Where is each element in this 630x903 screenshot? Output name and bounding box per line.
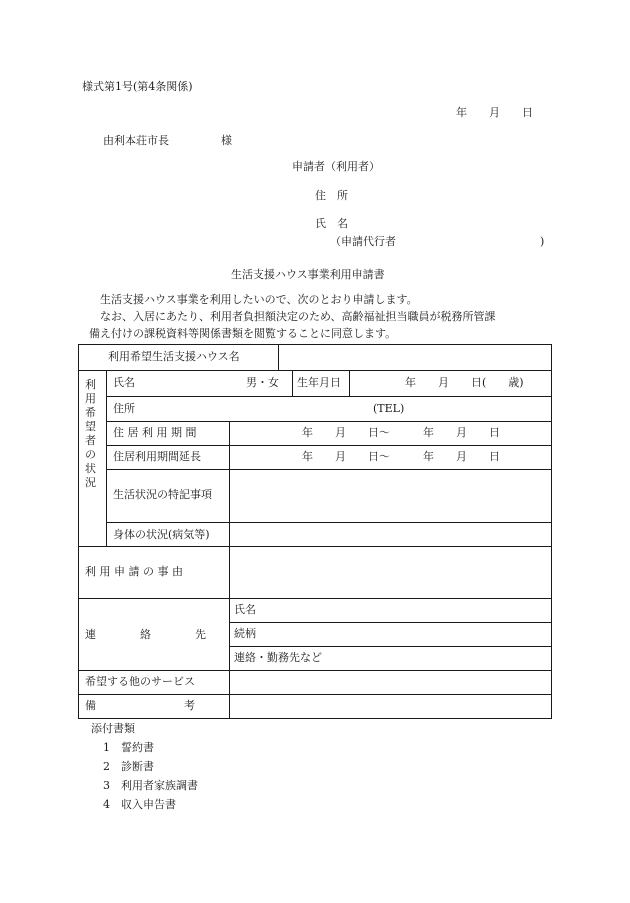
birthdate-label: 生年月日 <box>297 376 341 389</box>
attachment-item: 1 誓約書 <box>103 741 154 754</box>
body-text-line: なお、入居にあたり、利用者負担額決定のため、高齢福祉担当職員が税務所管課 <box>100 310 496 323</box>
form-number: 様式第1号(第4条関係) <box>82 80 193 93</box>
honorific: 様 <box>221 134 232 147</box>
application-reason-label: 利 用 申 請 の 事 由 <box>85 565 183 578</box>
body-text-line: 生活支援ハウス事業を利用したいので、次のとおり申請します。 <box>100 293 418 306</box>
attachment-item: 3 利用者家族調書 <box>103 779 198 792</box>
attachments-heading: 添付書類 <box>91 722 135 735</box>
contact-relation-label: 続柄 <box>234 627 256 640</box>
contact-label: 連 絡 先 <box>85 628 206 641</box>
residence-period-value: 年 月 日～ 年 月 日 <box>302 426 500 439</box>
period-extension-value: 年 月 日～ 年 月 日 <box>302 450 500 463</box>
address-cell-label: 住所 <box>113 402 135 415</box>
applicant-address-label: 住 所 <box>315 189 348 202</box>
body-text-line: 備え付けの課税資料等関係書類を閲覧することに同意します。 <box>89 327 397 340</box>
addressee: 由利本荘市長 <box>103 134 169 147</box>
contact-name-label: 氏名 <box>234 603 256 616</box>
residence-period-label: 住 居 利 用 期 間 <box>113 426 197 439</box>
applicant-name-label: 氏 名 <box>315 217 348 230</box>
other-services-label: 希望する他のサービス <box>85 675 195 688</box>
document-title: 生活支援ハウス事業利用申請書 <box>231 268 385 281</box>
facility-label: 利用希望生活支援ハウス名 <box>108 350 240 363</box>
applicant-label: 申請者（利用者） <box>292 160 380 173</box>
proxy-label: （申請代行者 <box>330 235 396 248</box>
tel-label: (TEL) <box>373 402 405 415</box>
living-status-label: 生活状況の特記事項 <box>113 488 212 501</box>
sex-options: 男・女 <box>246 376 279 389</box>
contact-workplace-label: 連絡・勤務先など <box>234 651 322 664</box>
applicant-name-cell-label: 氏名 <box>113 376 135 389</box>
period-extension-label: 住居利用期間延長 <box>113 450 201 463</box>
attachment-item: 4 収入申告書 <box>103 798 176 811</box>
physical-status-label: 身体の状況(病気等) <box>113 528 210 541</box>
proxy-close: ) <box>540 235 545 248</box>
applicant-status-side-label: 利用希望者の状況 <box>85 378 102 489</box>
attachment-item: 2 診断書 <box>103 760 154 773</box>
date-line: 年 月 日 <box>456 106 533 119</box>
birthdate-value: 年 月 日( 歳) <box>405 376 524 389</box>
remarks-label: 備 考 <box>85 699 195 712</box>
